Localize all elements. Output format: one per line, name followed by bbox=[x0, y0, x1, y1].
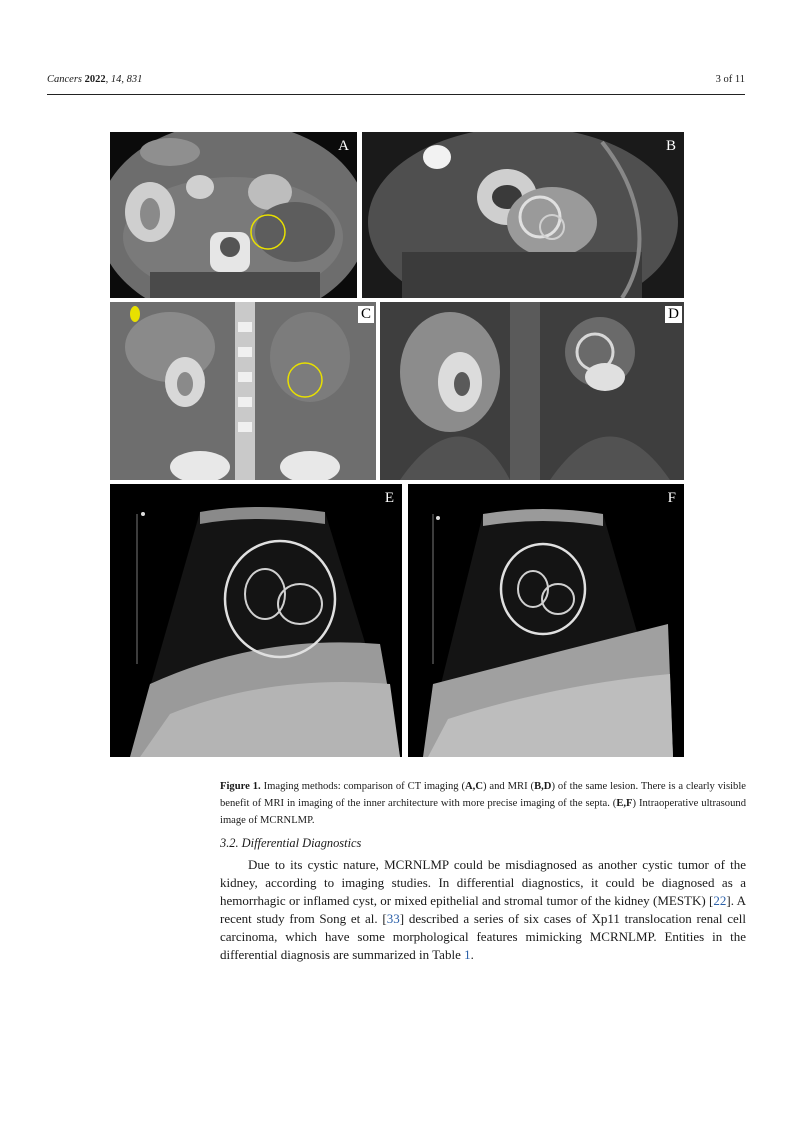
ct-coronal-image bbox=[110, 302, 376, 480]
panel-d-mri-coronal bbox=[380, 302, 684, 480]
figure-caption: Figure 1. Imaging methods: comparison of CT imaging (A,C) and MRI (B,D) of the same lesion. There is a clearly visible benefit of MRI in imaging of the inner architecture with more precise imaging of the septa. (E,F) Intraoperative ultrasound image of MCRNLMP. bbox=[220, 781, 746, 826]
table-link[interactable]: 1 bbox=[464, 947, 471, 962]
citation-link[interactable]: 33 bbox=[386, 911, 400, 926]
ultrasound-e-image bbox=[110, 484, 402, 757]
page-number: 3 of 11 bbox=[715, 74, 745, 85]
mri-coronal-image bbox=[380, 302, 684, 480]
citation-link[interactable]: 22 bbox=[713, 893, 727, 908]
header-rule bbox=[47, 94, 745, 95]
running-header bbox=[47, 74, 745, 92]
panel-c-label: C bbox=[358, 306, 374, 323]
panel-e-label: E bbox=[384, 490, 394, 506]
panel-e-ultrasound bbox=[110, 484, 402, 757]
ultrasound-f-image bbox=[408, 484, 684, 757]
mri-axial-image bbox=[362, 132, 684, 298]
panel-d-label: D bbox=[665, 306, 682, 323]
panel-b-label: B bbox=[665, 138, 676, 154]
panel-a-label: A bbox=[338, 138, 349, 154]
panel-c-ct-coronal bbox=[110, 302, 376, 480]
panel-b-mri-axial bbox=[362, 132, 684, 298]
panel-f-ultrasound bbox=[408, 484, 684, 757]
panel-a-ct-axial bbox=[110, 132, 357, 298]
section-heading: 3.2. Differential Diagnostics bbox=[220, 836, 362, 850]
panel-f-label: F bbox=[667, 490, 676, 506]
journal-citation: Cancers 2022, 14, 831 bbox=[47, 74, 143, 85]
ct-axial-image bbox=[110, 132, 357, 298]
body-paragraph: Due to its cystic nature, MCRNLMP could be misdiagnosed as another cystic tumor of the kidney, according to imaging studies. In differential diagnostics, it could be diagnosed as a hemorrhagic or inflamed cyst, or mixed epithelial and stromal tumor of the kidney (MESTK) [22]. A recent study from Song et al. [33] described a series of six cases of Xp11 translocation renal cell carcinoma, which have some morphological features mimicking MCRNLMP. Entities in the differential diagnosis are summarized in Table 1. bbox=[220, 857, 747, 962]
